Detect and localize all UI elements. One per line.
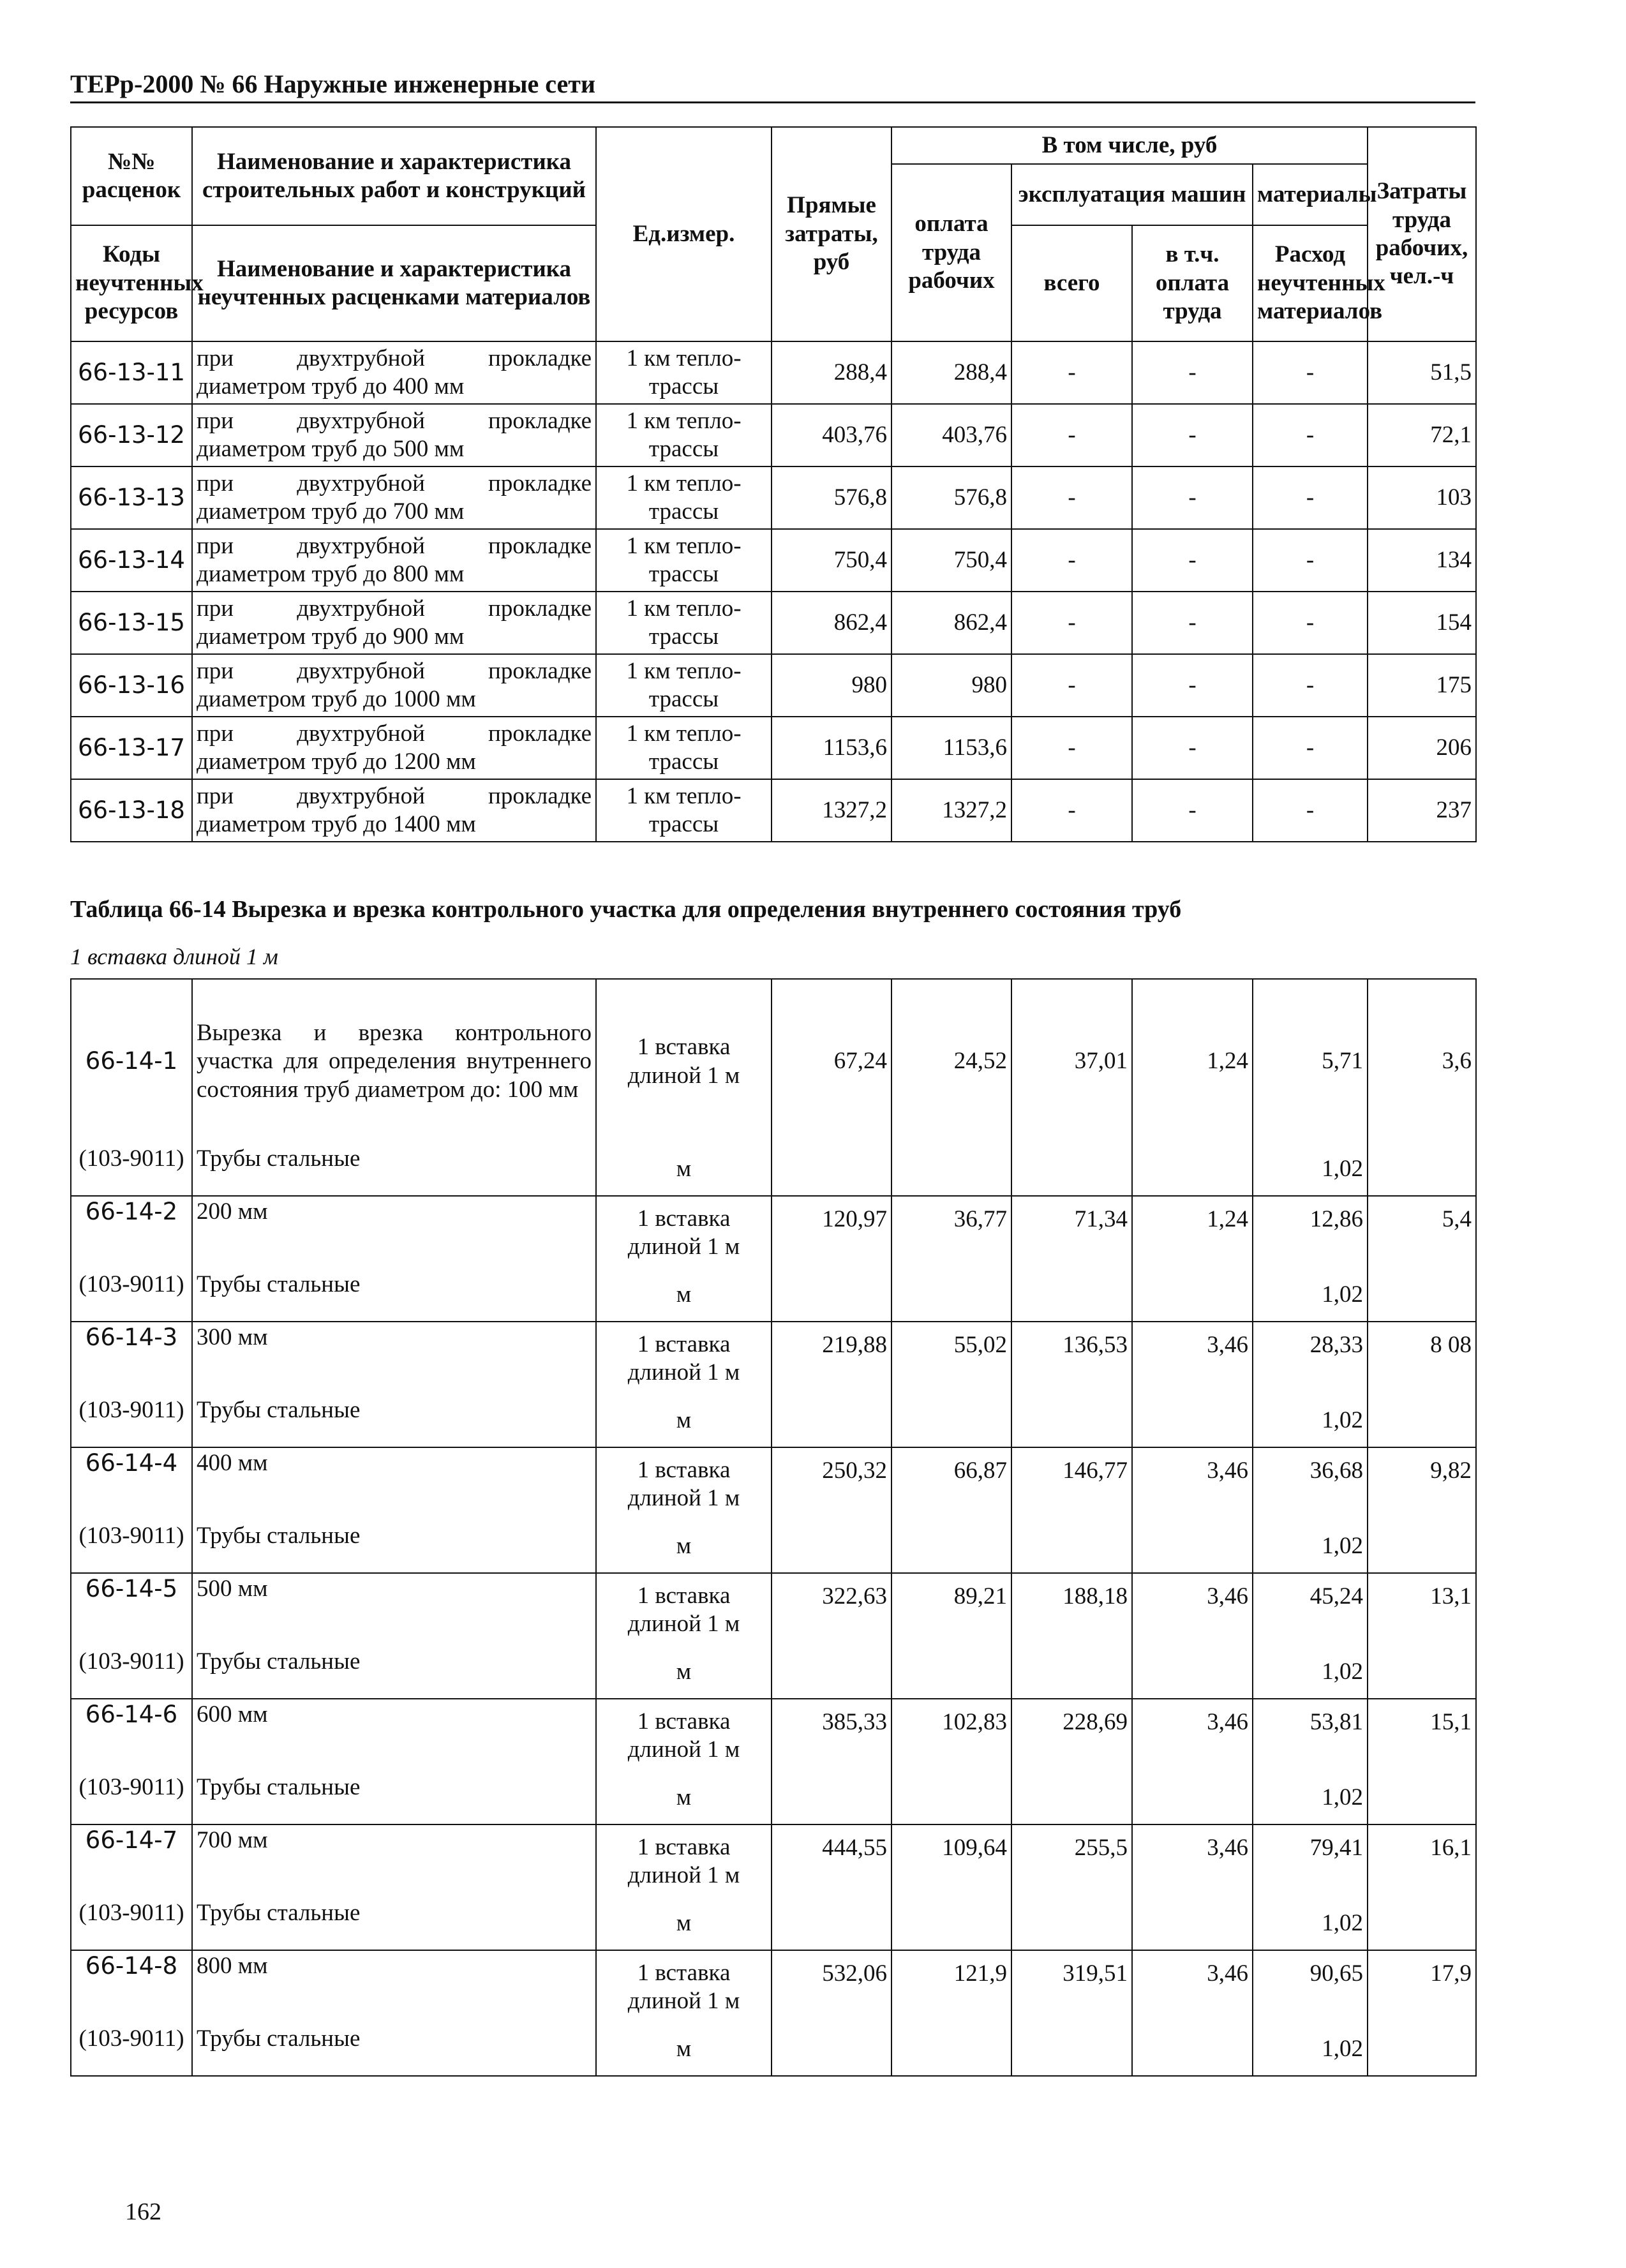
table-title: Таблица 66-14 Вырезка и врезка контрольного участка для определения внутреннего состояния труб: [70, 896, 1182, 923]
empty-cell: [1132, 1395, 1253, 1447]
empty-cell: [1368, 1898, 1476, 1950]
direct-costs: 1327,2: [772, 779, 891, 842]
machines-pay: -: [1132, 404, 1253, 466]
direct-costs: 288,4: [772, 341, 891, 404]
work-name: 600 мм: [192, 1699, 596, 1772]
machines-total: 319,51: [1011, 1950, 1132, 2024]
resource-unit: м: [596, 1898, 772, 1950]
work-name: при двухтрубной прокладке диаметром труб до 500 мм: [192, 404, 596, 466]
resource-unit: м: [596, 1395, 772, 1447]
resource-unit: м: [596, 1646, 772, 1699]
labor-pay: 403,76: [891, 404, 1011, 466]
resource-code: (103-9011): [71, 1395, 192, 1447]
resource-name: Трубы стальные: [192, 1521, 596, 1573]
unit: 1 вставка длиной 1 м: [596, 1950, 772, 2024]
work-name: 200 мм: [192, 1196, 596, 1269]
header-resource-name: Наименование и характеристика неучтенных расценками материалов: [192, 225, 596, 341]
machines-total: -: [1011, 466, 1132, 529]
rate-code: 66-13-12: [71, 404, 192, 466]
materials: -: [1253, 654, 1368, 717]
work-name: при двухтрубной прокладке диаметром труб до 1200 мм: [192, 717, 596, 779]
header-including: В том числе, руб: [891, 127, 1368, 164]
labor-hours: 237: [1368, 779, 1476, 842]
labor-hours: 72,1: [1368, 404, 1476, 466]
labor-pay: 1327,2: [891, 779, 1011, 842]
resource-row: [71, 1144, 1476, 1196]
direct-costs: 120,97: [772, 1196, 891, 1269]
work-name: при двухтрубной прокладке диаметром труб до 700 мм: [192, 466, 596, 529]
work-name: при двухтрубной прокладке диаметром труб до 800 мм: [192, 529, 596, 592]
labor-pay: 121,9: [891, 1950, 1011, 2024]
direct-costs: 67,24: [772, 979, 891, 1144]
direct-costs: 403,76: [772, 404, 891, 466]
resource-row: [71, 1646, 1476, 1699]
materials: -: [1253, 404, 1368, 466]
unit: 1 км тепло-трассы: [596, 529, 772, 592]
rate-code: 66-13-11: [71, 341, 192, 404]
resource-code: (103-9011): [71, 1521, 192, 1573]
table-row: [71, 341, 1476, 404]
labor-hours: 5,4: [1368, 1196, 1476, 1269]
materials: 53,81: [1253, 1699, 1368, 1772]
labor-pay: 109,64: [891, 1824, 1011, 1898]
unit: 1 вставка длиной 1 м: [596, 1573, 772, 1646]
labor-pay: 36,77: [891, 1196, 1011, 1269]
table-66-13-continued: [70, 126, 1477, 842]
machines-total: -: [1011, 404, 1132, 466]
header-machines-total: всего: [1011, 225, 1132, 341]
rate-code: 66-14-7: [71, 1824, 192, 1898]
labor-pay: 102,83: [891, 1699, 1011, 1772]
table-row: [71, 592, 1476, 654]
empty-cell: [772, 1144, 891, 1196]
rate-code: 66-13-14: [71, 529, 192, 592]
rate-code: 66-14-4: [71, 1447, 192, 1521]
resource-consumption: 1,02: [1253, 1772, 1368, 1824]
unit: 1 км тепло-трассы: [596, 779, 772, 842]
empty-cell: [1368, 1395, 1476, 1447]
labor-hours: 154: [1368, 592, 1476, 654]
empty-cell: [1368, 1144, 1476, 1196]
table-row: [71, 466, 1476, 529]
materials: -: [1253, 341, 1368, 404]
resource-name: Трубы стальные: [192, 1144, 596, 1196]
unit: 1 вставка длиной 1 м: [596, 1824, 772, 1898]
empty-cell: [891, 2024, 1011, 2076]
machines-total: 37,01: [1011, 979, 1132, 1144]
machines-pay: 3,46: [1132, 1824, 1253, 1898]
page-number: 162: [125, 2198, 161, 2225]
empty-cell: [772, 1269, 891, 1322]
empty-cell: [1368, 1521, 1476, 1573]
labor-pay: 750,4: [891, 529, 1011, 592]
table-unit-note: 1 вставка длиной 1 м: [70, 944, 278, 969]
machines-total: 71,34: [1011, 1196, 1132, 1269]
header-resource-consumption: Расход неучтенных материалов: [1253, 225, 1368, 341]
empty-cell: [1368, 1772, 1476, 1824]
resource-unit: м: [596, 1269, 772, 1322]
resource-code: (103-9011): [71, 1646, 192, 1699]
resource-name: Трубы стальные: [192, 1646, 596, 1699]
resource-consumption: 1,02: [1253, 1898, 1368, 1950]
machines-total: -: [1011, 529, 1132, 592]
header-labor-hours: Затраты труда рабочих, чел.-ч: [1368, 127, 1476, 341]
resource-code: (103-9011): [71, 1772, 192, 1824]
work-name: 300 мм: [192, 1322, 596, 1395]
rate-code: 66-13-17: [71, 717, 192, 779]
labor-pay: 288,4: [891, 341, 1011, 404]
materials: -: [1253, 529, 1368, 592]
resource-code: (103-9011): [71, 1898, 192, 1950]
empty-cell: [891, 1269, 1011, 1322]
work-name: при двухтрубной прокладке диаметром труб до 1000 мм: [192, 654, 596, 717]
empty-cell: [772, 1772, 891, 1824]
empty-cell: [1132, 1646, 1253, 1699]
materials: -: [1253, 779, 1368, 842]
unit: 1 вставка длиной 1 м: [596, 979, 772, 1144]
work-name: 800 мм: [192, 1950, 596, 2024]
running-title: ТЕРр-2000 № 66 Наружные инженерные сети: [70, 69, 1475, 103]
resource-consumption: 1,02: [1253, 1269, 1368, 1322]
labor-hours: 17,9: [1368, 1950, 1476, 2024]
empty-cell: [1132, 1269, 1253, 1322]
resource-unit: м: [596, 1772, 772, 1824]
materials: 5,71: [1253, 979, 1368, 1144]
resource-consumption: 1,02: [1253, 1395, 1368, 1447]
resource-unit: м: [596, 1144, 772, 1196]
machines-pay: -: [1132, 341, 1253, 404]
direct-costs: 444,55: [772, 1824, 891, 1898]
table-row: [71, 654, 1476, 717]
direct-costs: 862,4: [772, 592, 891, 654]
resource-row: [71, 1521, 1476, 1573]
unit: 1 км тепло-трассы: [596, 717, 772, 779]
rate-code: 66-14-6: [71, 1699, 192, 1772]
unit: 1 вставка длиной 1 м: [596, 1447, 772, 1521]
empty-cell: [1011, 1144, 1132, 1196]
labor-pay: 89,21: [891, 1573, 1011, 1646]
table-row: [71, 404, 1476, 466]
rate-code: 66-13-13: [71, 466, 192, 529]
machines-pay: 1,24: [1132, 1196, 1253, 1269]
empty-cell: [891, 1772, 1011, 1824]
resource-row: [71, 1395, 1476, 1447]
labor-hours: 8 08: [1368, 1322, 1476, 1395]
header-labor-pay: оплата труда рабочих: [891, 164, 1011, 341]
machines-pay: -: [1132, 654, 1253, 717]
empty-cell: [1132, 1772, 1253, 1824]
labor-hours: 9,82: [1368, 1447, 1476, 1521]
labor-hours: 13,1: [1368, 1573, 1476, 1646]
labor-pay: 66,87: [891, 1447, 1011, 1521]
direct-costs: 980: [772, 654, 891, 717]
resource-name: Трубы стальные: [192, 2024, 596, 2076]
rate-code: 66-13-16: [71, 654, 192, 717]
unit: 1 км тепло-трассы: [596, 341, 772, 404]
materials: 45,24: [1253, 1573, 1368, 1646]
machines-total: 136,53: [1011, 1322, 1132, 1395]
unit: 1 км тепло-трассы: [596, 404, 772, 466]
unit: 1 км тепло-трассы: [596, 654, 772, 717]
table-row: [71, 1699, 1476, 1772]
machines-pay: 3,46: [1132, 1322, 1253, 1395]
machines-total: -: [1011, 717, 1132, 779]
header-code: №№ расценок: [71, 127, 192, 225]
rate-code: 66-14-5: [71, 1573, 192, 1646]
rate-code: 66-13-15: [71, 592, 192, 654]
direct-costs: 532,06: [772, 1950, 891, 2024]
unit: 1 вставка длиной 1 м: [596, 1322, 772, 1395]
direct-costs: 322,63: [772, 1573, 891, 1646]
machines-total: 188,18: [1011, 1573, 1132, 1646]
machines-pay: -: [1132, 717, 1253, 779]
empty-cell: [772, 1646, 891, 1699]
empty-cell: [772, 1395, 891, 1447]
labor-hours: 16,1: [1368, 1824, 1476, 1898]
header-resource-codes: Коды неучтенных ресурсов: [71, 225, 192, 341]
labor-hours: 103: [1368, 466, 1476, 529]
materials: -: [1253, 717, 1368, 779]
empty-cell: [1011, 1898, 1132, 1950]
resource-consumption: 1,02: [1253, 1646, 1368, 1699]
direct-costs: 1153,6: [772, 717, 891, 779]
table-row: [71, 1447, 1476, 1521]
machines-pay: -: [1132, 529, 1253, 592]
table-row: [71, 1196, 1476, 1269]
empty-cell: [1011, 1521, 1132, 1573]
empty-cell: [1368, 1646, 1476, 1699]
resource-consumption: 1,02: [1253, 2024, 1368, 2076]
materials: 12,86: [1253, 1196, 1368, 1269]
work-name: при двухтрубной прокладке диаметром труб до 1400 мм: [192, 779, 596, 842]
direct-costs: 576,8: [772, 466, 891, 529]
empty-cell: [891, 1144, 1011, 1196]
resource-row: [71, 2024, 1476, 2076]
materials: 36,68: [1253, 1447, 1368, 1521]
direct-costs: 750,4: [772, 529, 891, 592]
machines-total: -: [1011, 779, 1132, 842]
machines-pay: 3,46: [1132, 1447, 1253, 1521]
resource-name: Трубы стальные: [192, 1395, 596, 1447]
empty-cell: [1011, 1772, 1132, 1824]
header-direct-costs: Прямые затраты, руб: [772, 127, 891, 341]
resource-code: (103-9011): [71, 2024, 192, 2076]
resource-row: [71, 1898, 1476, 1950]
empty-cell: [772, 1898, 891, 1950]
rate-code: 66-14-2: [71, 1196, 192, 1269]
labor-hours: 51,5: [1368, 341, 1476, 404]
labor-pay: 55,02: [891, 1322, 1011, 1395]
machines-total: -: [1011, 654, 1132, 717]
resource-name: Трубы стальные: [192, 1269, 596, 1322]
header-name: Наименование и характеристика строительных работ и конструкций: [192, 127, 596, 225]
empty-cell: [1368, 2024, 1476, 2076]
rate-code: 66-14-3: [71, 1322, 192, 1395]
materials: -: [1253, 466, 1368, 529]
empty-cell: [1011, 1646, 1132, 1699]
labor-pay: 980: [891, 654, 1011, 717]
unit: 1 км тепло-трассы: [596, 466, 772, 529]
labor-pay: 1153,6: [891, 717, 1011, 779]
labor-pay: 24,52: [891, 979, 1011, 1144]
machines-pay: 1,24: [1132, 979, 1253, 1144]
materials: 28,33: [1253, 1322, 1368, 1395]
empty-cell: [772, 1521, 891, 1573]
header-materials: материалы: [1253, 164, 1368, 225]
table-row: [71, 717, 1476, 779]
labor-hours: 206: [1368, 717, 1476, 779]
work-name: 400 мм: [192, 1447, 596, 1521]
machines-pay: 3,46: [1132, 1573, 1253, 1646]
empty-cell: [1132, 1144, 1253, 1196]
empty-cell: [891, 1898, 1011, 1950]
resource-name: Трубы стальные: [192, 1772, 596, 1824]
unit: 1 вставка длиной 1 м: [596, 1699, 772, 1772]
machines-total: 255,5: [1011, 1824, 1132, 1898]
table-row: [71, 529, 1476, 592]
machines-total: 228,69: [1011, 1699, 1132, 1772]
labor-pay: 576,8: [891, 466, 1011, 529]
machines-pay: -: [1132, 779, 1253, 842]
resource-code: (103-9011): [71, 1144, 192, 1196]
labor-pay: 862,4: [891, 592, 1011, 654]
resource-unit: м: [596, 2024, 772, 2076]
machines-pay: 3,46: [1132, 1699, 1253, 1772]
labor-hours: 15,1: [1368, 1699, 1476, 1772]
table-row: [71, 1573, 1476, 1646]
rate-code: 66-13-18: [71, 779, 192, 842]
resource-unit: м: [596, 1521, 772, 1573]
labor-hours: 3,6: [1368, 979, 1476, 1144]
direct-costs: 250,32: [772, 1447, 891, 1521]
table-row: [71, 1950, 1476, 2024]
machines-total: -: [1011, 592, 1132, 654]
work-name: 700 мм: [192, 1824, 596, 1898]
work-name: при двухтрубной прокладке диаметром труб до 400 мм: [192, 341, 596, 404]
labor-hours: 134: [1368, 529, 1476, 592]
direct-costs: 219,88: [772, 1322, 891, 1395]
unit: 1 вставка длиной 1 м: [596, 1196, 772, 1269]
machines-pay: 3,46: [1132, 1950, 1253, 2024]
resource-row: [71, 1269, 1476, 1322]
materials: 79,41: [1253, 1824, 1368, 1898]
resource-row: [71, 1772, 1476, 1824]
empty-cell: [891, 1395, 1011, 1447]
header-machines: эксплуатация машин: [1011, 164, 1253, 225]
table-row: [71, 1322, 1476, 1395]
empty-cell: [772, 2024, 891, 2076]
work-name: 500 мм: [192, 1573, 596, 1646]
direct-costs: 385,33: [772, 1699, 891, 1772]
header-machines-pay: в т.ч. оплата труда: [1132, 225, 1253, 341]
resource-consumption: 1,02: [1253, 1521, 1368, 1573]
work-name: при двухтрубной прокладке диаметром труб до 900 мм: [192, 592, 596, 654]
empty-cell: [1132, 1898, 1253, 1950]
materials: -: [1253, 592, 1368, 654]
materials: 90,65: [1253, 1950, 1368, 2024]
empty-cell: [1011, 1269, 1132, 1322]
empty-cell: [1132, 2024, 1253, 2076]
empty-cell: [1368, 1269, 1476, 1322]
table-row: [71, 779, 1476, 842]
table-row: [71, 979, 1476, 1144]
empty-cell: [1011, 1395, 1132, 1447]
table-66-14: [70, 978, 1477, 2077]
labor-hours: 175: [1368, 654, 1476, 717]
empty-cell: [1132, 1521, 1253, 1573]
resource-name: Трубы стальные: [192, 1898, 596, 1950]
table-row: [71, 1824, 1476, 1898]
machines-pay: -: [1132, 466, 1253, 529]
machines-pay: -: [1132, 592, 1253, 654]
machines-total: 146,77: [1011, 1447, 1132, 1521]
rate-code: 66-14-8: [71, 1950, 192, 2024]
rate-code: 66-14-1: [71, 979, 192, 1144]
work-name: Вырезка и врезка контрольного участка для определения внутреннего состояния труб диаметром до: 100 мм: [192, 979, 596, 1144]
empty-cell: [1011, 2024, 1132, 2076]
empty-cell: [891, 1646, 1011, 1699]
resource-code: (103-9011): [71, 1269, 192, 1322]
machines-total: -: [1011, 341, 1132, 404]
empty-cell: [891, 1521, 1011, 1573]
unit: 1 км тепло-трассы: [596, 592, 772, 654]
resource-consumption: 1,02: [1253, 1144, 1368, 1196]
header-unit: Ед.измер.: [596, 127, 772, 341]
